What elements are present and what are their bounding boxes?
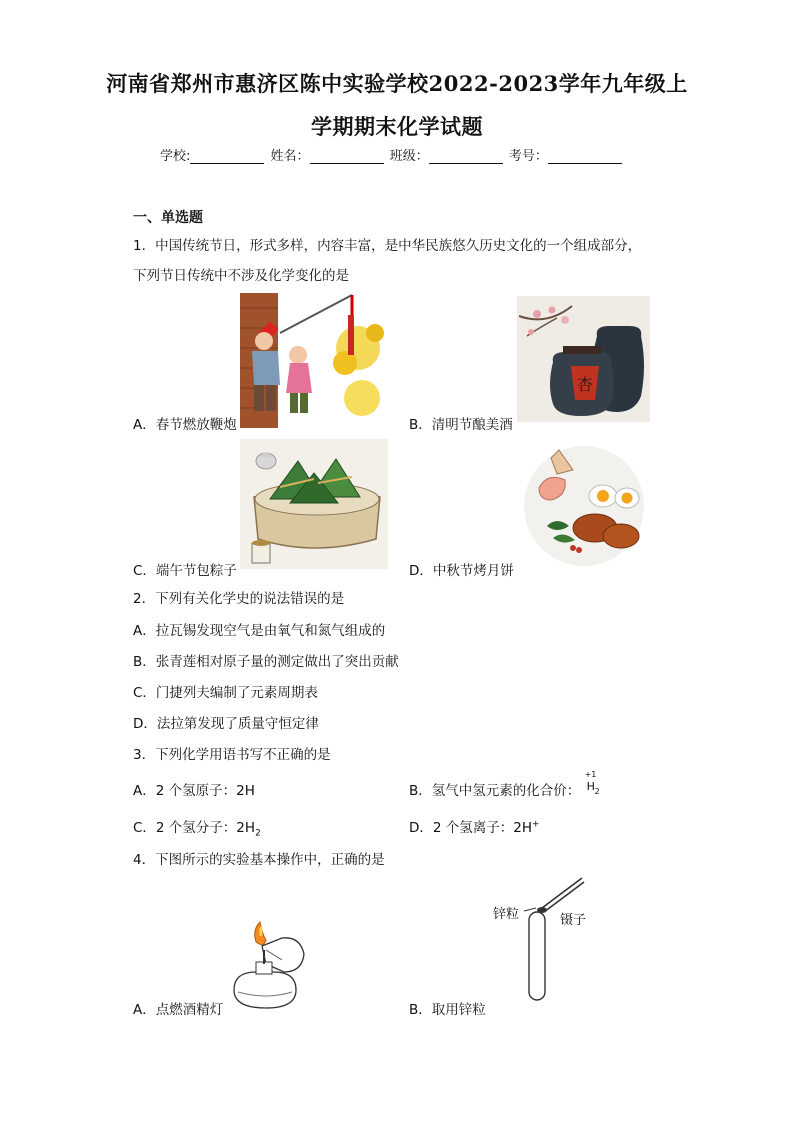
school-field[interactable] bbox=[190, 149, 264, 164]
q1-stem-line1: 1．中国传统节日，形式多样，内容丰富，是中华民族悠久历史文化的一个组成部分， bbox=[133, 238, 642, 254]
q4-option-b[interactable]: B．取用锌粒 bbox=[409, 1002, 486, 1018]
q3-option-d-text: D．2 个氢离子：2H bbox=[409, 820, 533, 836]
class-field[interactable] bbox=[429, 149, 503, 164]
q3-stem: 3．下列化学用语书写不正确的是 bbox=[133, 747, 331, 763]
q3-option-c-subscript: 2 bbox=[255, 828, 261, 839]
tweezers-label: 镊子 bbox=[560, 913, 587, 928]
zinc-tweezers-illustration bbox=[490, 872, 600, 1012]
q2-option-d[interactable]: D．法拉第发现了质量守恒定律 bbox=[133, 716, 319, 732]
zongzi-illustration bbox=[240, 439, 388, 569]
page-title-line2: 学期期末化学试题 bbox=[311, 114, 483, 139]
q1-stem-line2: 下列节日传统中不涉及化学变化的是 bbox=[133, 268, 349, 284]
q3-option-c-text: C．2 个氢分子：2H bbox=[133, 820, 256, 836]
formula-subscript: 2 bbox=[594, 787, 600, 796]
q3-option-a[interactable]: A．2 个氢原子：2H bbox=[133, 783, 255, 799]
q3-option-d[interactable] bbox=[409, 816, 540, 836]
q2-stem: 2．下列有关化学史的说法错误的是 bbox=[133, 591, 345, 607]
valence-superscript: +1 bbox=[584, 770, 597, 779]
firecracker-illustration bbox=[240, 293, 388, 428]
q1-option-d[interactable]: D．中秋节烤月饼 bbox=[409, 563, 514, 579]
q3-option-b-text: B．氢气中氢元素的化合价： bbox=[409, 783, 581, 799]
q3-option-b-formula bbox=[584, 770, 603, 796]
alcohol-lamp-illustration bbox=[226, 920, 308, 1015]
q1-option-a[interactable]: A．春节燃放鞭炮 bbox=[133, 417, 237, 433]
mooncake-illustration bbox=[517, 440, 652, 570]
wine-jar-illustration bbox=[517, 296, 650, 422]
q3-option-b[interactable] bbox=[409, 770, 603, 799]
q3-option-c[interactable] bbox=[133, 816, 261, 839]
school-label: 学校: bbox=[160, 149, 191, 164]
q1-option-b[interactable]: B．清明节酿美酒 bbox=[409, 417, 513, 433]
exam-number-label: 考号： bbox=[508, 149, 548, 164]
section-heading: 一、单选题 bbox=[133, 210, 203, 226]
q4-stem: 4．下图所示的实验基本操作中，正确的是 bbox=[133, 852, 385, 868]
name-field[interactable] bbox=[310, 149, 384, 164]
q2-option-a[interactable]: A．拉瓦锡发现空气是由氧气和氮气组成的 bbox=[133, 623, 386, 639]
wine-jar-char: 杏 bbox=[576, 375, 594, 394]
q3-option-d-superscript: + bbox=[532, 819, 540, 830]
formula-symbol: H bbox=[586, 780, 595, 793]
student-info-row bbox=[160, 145, 624, 164]
exam-number-field[interactable] bbox=[548, 149, 622, 164]
q2-option-c[interactable]: C．门捷列夫编制了元素周期表 bbox=[133, 685, 318, 701]
zinc-label: 锌粒 bbox=[493, 907, 520, 922]
q4-option-a[interactable]: A．点燃酒精灯 bbox=[133, 1002, 224, 1018]
q2-option-b[interactable]: B．张青莲相对原子量的测定做出了突出贡献 bbox=[133, 654, 399, 670]
name-label: 姓名： bbox=[270, 149, 310, 164]
class-label: 班级： bbox=[389, 149, 429, 164]
page-title: 河南省郑州市惠济区陈中实验学校2022-2023学年九年级上 bbox=[106, 71, 688, 96]
q1-option-c[interactable]: C．端午节包粽子 bbox=[133, 563, 237, 579]
